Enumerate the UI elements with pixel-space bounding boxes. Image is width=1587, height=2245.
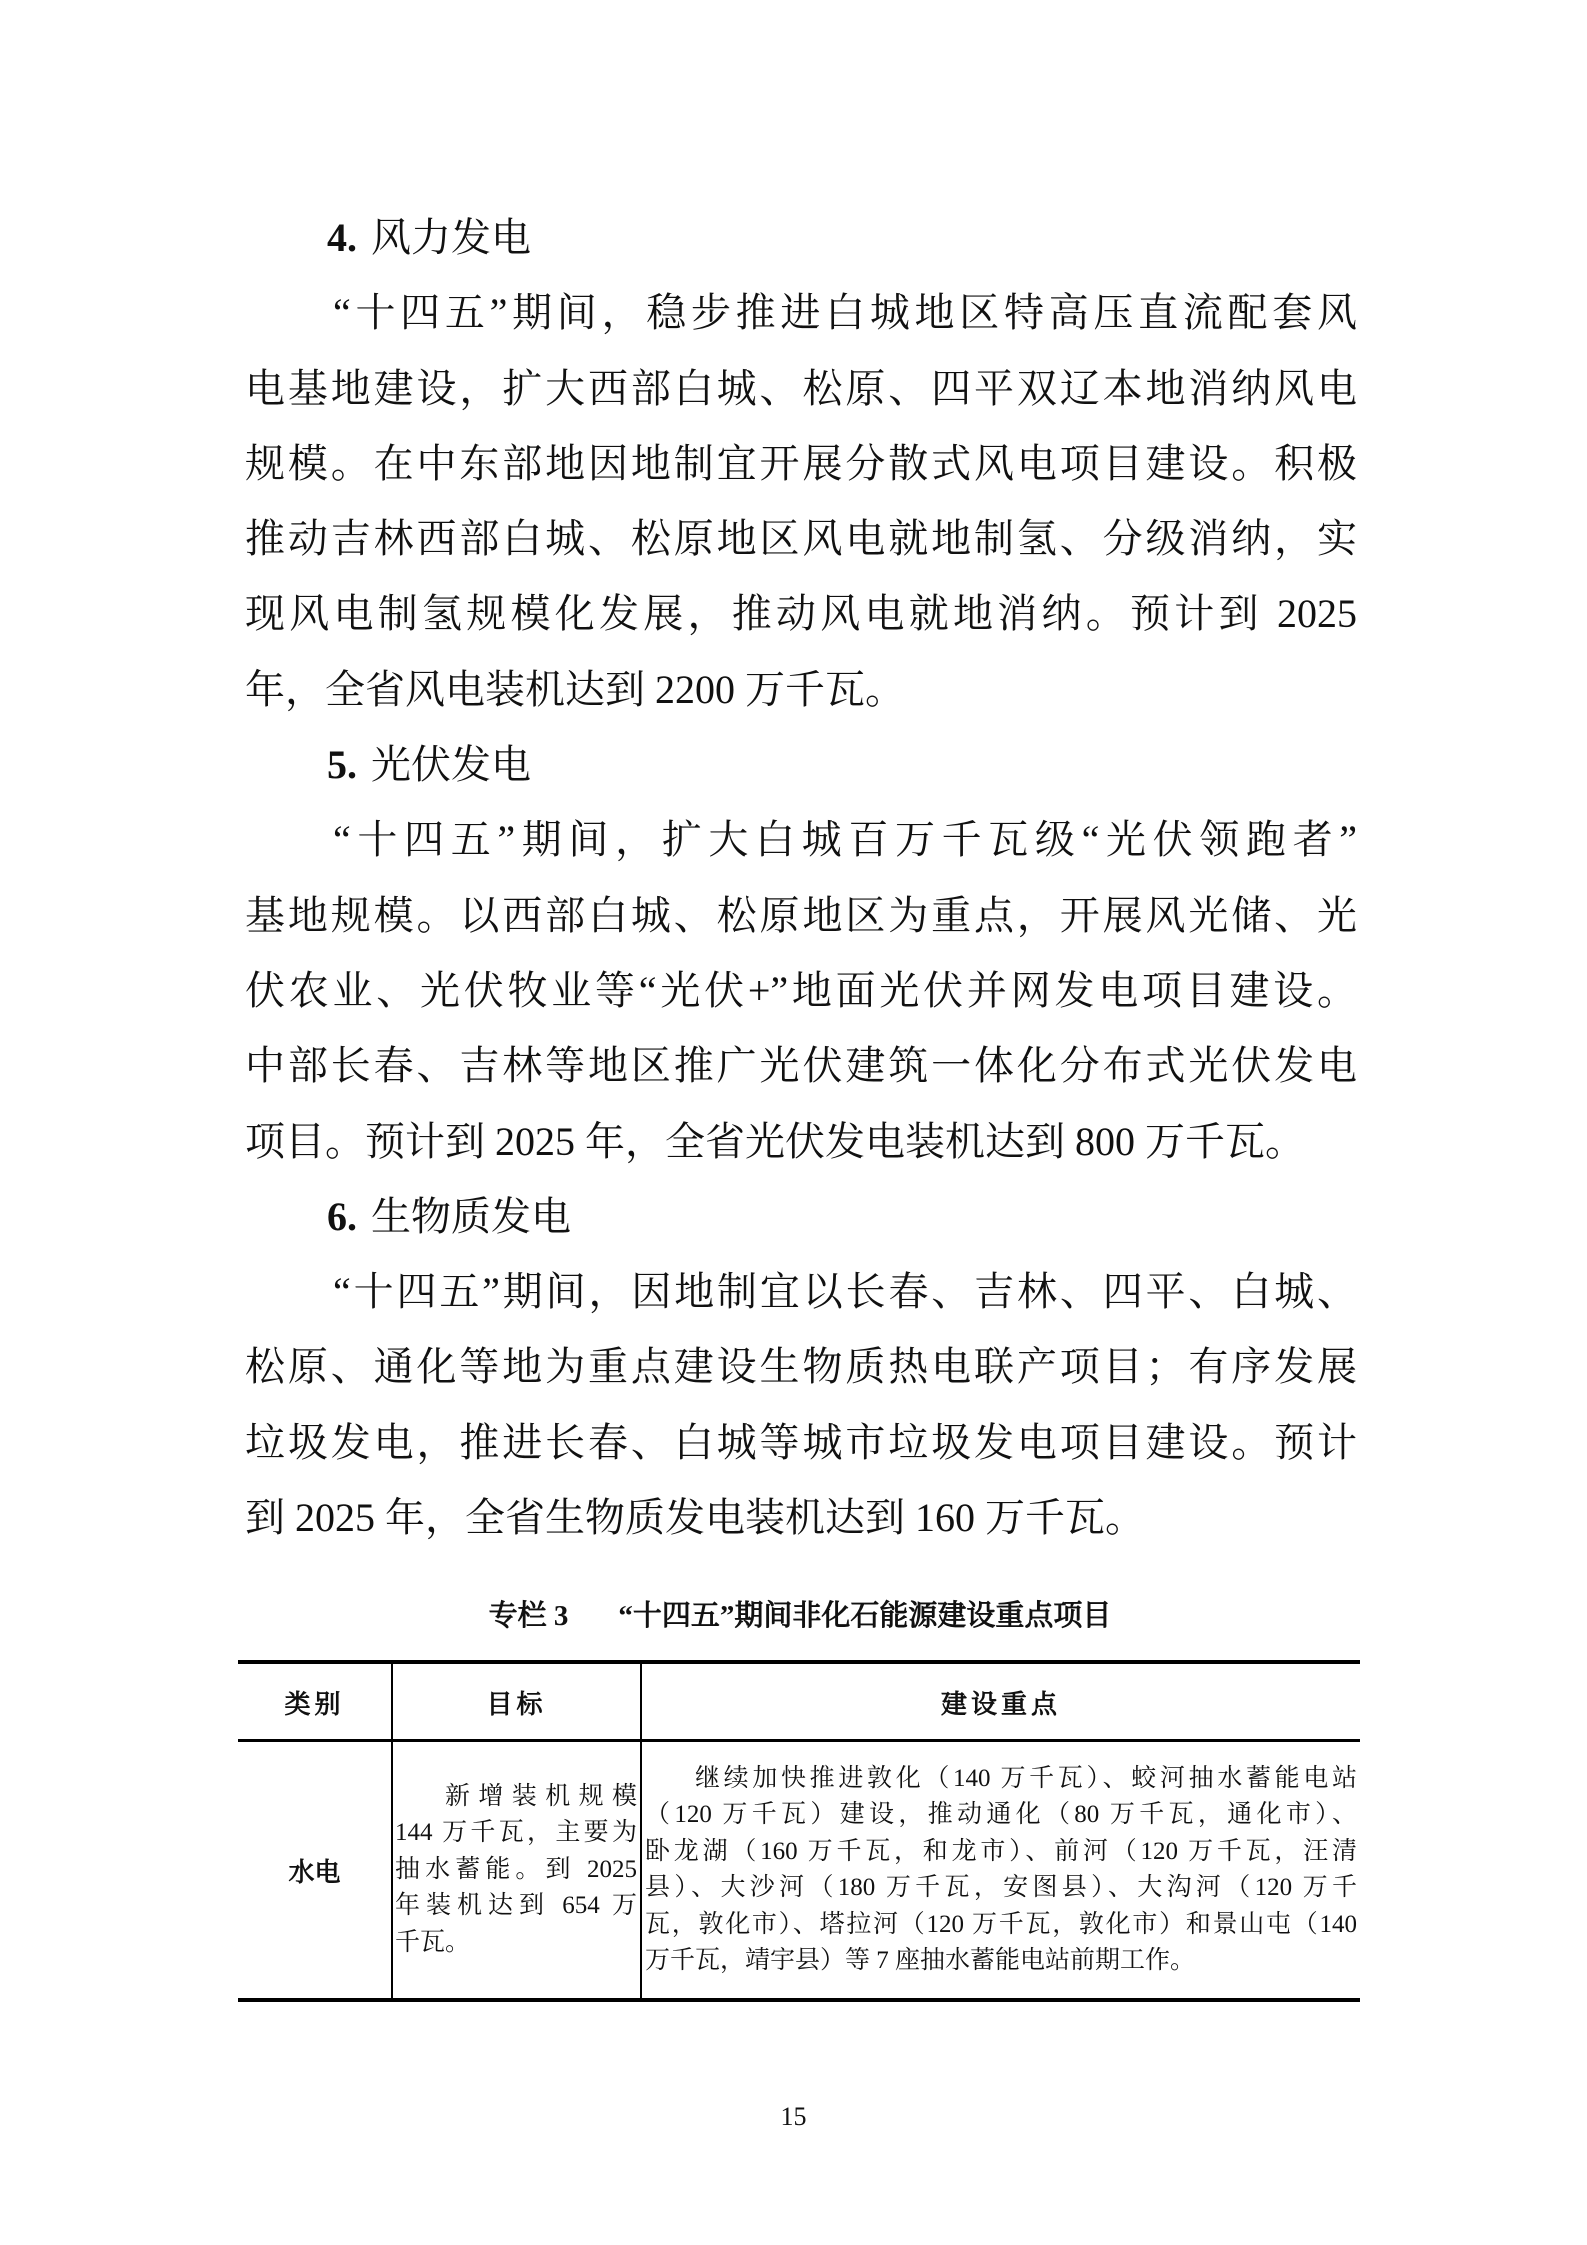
- paragraph-line: 松原、通化等地为重点建设生物质热电联产项目；有序发展: [245, 1344, 1357, 1390]
- body-text: [245, 200, 1357, 1555]
- section-number: 4.: [327, 215, 357, 260]
- paragraph-line: 年，全省风电装机达到 2200 万千瓦。: [245, 666, 905, 712]
- header-category: 类别: [284, 1689, 345, 1719]
- cell-line: 新增装机规模: [445, 1782, 637, 1810]
- section-title: 光伏发电: [371, 742, 531, 788]
- cell-line: 抽水蓄能。到 2025: [395, 1855, 637, 1883]
- paragraph-line: 推动吉林西部白城、松原地区风电就地制氢、分级消纳，实: [245, 516, 1357, 562]
- table-caption: [240, 1596, 1360, 1636]
- projects-table: [238, 1660, 1360, 2002]
- header-focus: 建设重点: [940, 1689, 1061, 1719]
- section-title: 风力发电: [371, 215, 531, 260]
- cell-line: 千瓦。: [395, 1928, 471, 1956]
- section-number: 6.: [327, 1193, 357, 1239]
- paragraph-line: 项目。预计到 2025 年，全省光伏发电装机达到 800 万千瓦。: [245, 1118, 1305, 1164]
- cell-line: （120 万千瓦）建设，推动通化（80 万千瓦，通化市）、: [645, 1801, 1357, 1828]
- caption-title: “十四五”期间非化石能源建设重点项目: [618, 1600, 1112, 1632]
- cell-target: [395, 1742, 637, 1998]
- cell-line: 年装机达到 654 万: [395, 1892, 637, 1920]
- table-bottom-rule: [238, 1998, 1360, 2002]
- cell-line: 万千瓦，靖宇县）等 7 座抽水蓄能电站前期工作。: [645, 1947, 1196, 1974]
- paragraph-line: “十四五”期间，因地制宜以长春、吉林、四平、白城、: [333, 1269, 1357, 1315]
- section-number: 5.: [327, 742, 357, 788]
- page-number: 15: [780, 2102, 807, 2131]
- header-target: 目标: [486, 1689, 547, 1719]
- paragraph-line: 规模。在中东部地因地制宜开展分散式风电项目建设。积极: [245, 440, 1357, 486]
- paragraph-line: 垃圾发电，推进长春、白城等城市垃圾发电项目建设。预计: [245, 1419, 1357, 1465]
- section-heading: [245, 200, 1357, 275]
- paragraph-line: 伏农业、光伏牧业等“光伏+”地面光伏并网发电项目建设。: [245, 967, 1357, 1013]
- cell-focus: [645, 1742, 1357, 1998]
- paragraph-line: 电基地建设，扩大西部白城、松原、四平双辽本地消纳风电: [245, 365, 1357, 411]
- cell-line: 卧龙湖（160 万千瓦，和龙市）、前河（120 万千瓦，汪清: [645, 1837, 1357, 1865]
- paragraph-line: “十四五”期间，扩大白城百万千瓦级“光伏领跑者”: [333, 817, 1357, 863]
- paragraph-line: “十四五”期间，稳步推进白城地区特高压直流配套风: [333, 290, 1357, 336]
- cell-line: 瓦，敦化市）、塔拉河（120 万千瓦，敦化市）和景山屯（140: [645, 1910, 1357, 1938]
- cell-line: 继续加快推进敦化（140 万千瓦）、蛟河抽水蓄能电站: [695, 1764, 1357, 1792]
- section-heading: [245, 727, 1357, 802]
- paragraph-line: 中部长春、吉林等地区推广光伏建筑一体化分布式光伏发电: [245, 1043, 1357, 1089]
- section-title: 生物质发电: [371, 1193, 571, 1239]
- cell-line: 144 万千瓦，主要为: [395, 1819, 637, 1847]
- paragraph-line: 基地规模。以西部白城、松原地区为重点，开展风光储、光: [245, 892, 1357, 938]
- section-heading: [245, 1179, 1357, 1254]
- caption-label: 专栏 3: [488, 1600, 569, 1632]
- cell-category: 水电: [288, 1857, 341, 1887]
- cell-line: 县）、大沙河（180 万千瓦，安图县）、大沟河（120 万千: [645, 1874, 1357, 1901]
- paragraph-line: 现风电制氢规模化发展，推动风电就地消纳。预计到 2025: [245, 591, 1357, 637]
- paragraph-line: 到 2025 年，全省生物质发电装机达到 160 万千瓦。: [245, 1495, 1145, 1541]
